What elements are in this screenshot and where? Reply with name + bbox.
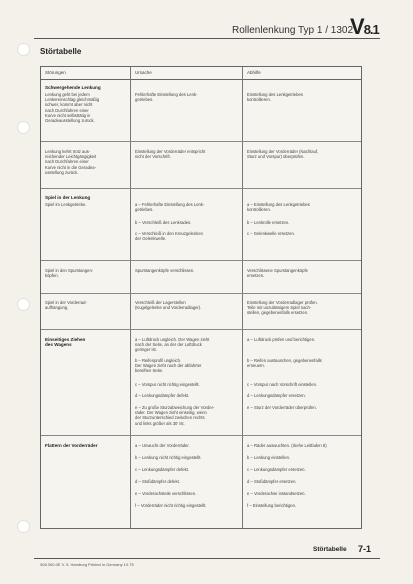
- footer-rule: [34, 558, 380, 559]
- remedy-text: Einstellung der Vorderräder (Nachlauf, Sturz und Vorspur) überprüfen.: [247, 149, 319, 160]
- cause-text: f – Vorderräder nicht richtig eingestellt.: [135, 503, 207, 508]
- remedy-text: Einstellung der Vorderradlager prüfen. Teile mit unzulässigem Spiel nach- stellen, gegebenenfalls ersetzen.: [247, 300, 318, 316]
- table-header: [41, 67, 361, 80]
- remedy-text: a – Räder auswuchten. (Siehe Leitfaden 8): [247, 443, 327, 448]
- col-stoerungen: Störungen: [45, 70, 66, 75]
- cause-text: Spurstangenköpfe verschlissen.: [135, 268, 195, 273]
- cause-text: d – Lenkungsdämpfer defekt.: [135, 393, 190, 398]
- punch-hole: [17, 121, 30, 134]
- cause-text: d – Stoßdämpfer defekt.: [135, 479, 180, 484]
- cause-text: b – Verschleiß des Lenkrades.: [135, 220, 192, 225]
- remedy-text: d – Stoßdämpfer ersetzen.: [247, 479, 297, 484]
- remedy-text: e – Vorderachse instandsetzen.: [247, 491, 306, 496]
- page-number: 7-1: [358, 544, 372, 554]
- remedy-text: a – Luftdruck prüfen und berichtigen.: [247, 337, 316, 342]
- group-title: Einseitiges Ziehen des Wagens: [45, 337, 86, 348]
- section-code: V8.1: [350, 14, 379, 39]
- cause-text: Fehlerhafte Einstellung des Lenk- getriebes.: [135, 92, 198, 103]
- cause-text: Einstellung der Vorderräder entspricht nicht der Vorschrift.: [135, 149, 206, 160]
- remedy-text: c – Vorspur nach Vorschrift einstellen.: [247, 382, 318, 387]
- cause-text: c – Verschleiß in den Kreuzgelenken der Gelenkwelle.: [135, 231, 203, 242]
- punch-hole: [17, 520, 30, 533]
- cause-text: Verschleiß der Lagerstellen (Kugelgelenke und Vorderradlager).: [135, 300, 202, 311]
- group-title: Schwergehende Lenkung: [45, 85, 101, 90]
- header-rule: [34, 38, 380, 39]
- footer-section-name: Störtabelle: [313, 546, 347, 553]
- remedy-text: Einstellung des Lenkgetriebes kontrollieren.: [247, 92, 303, 103]
- column-divider: [130, 67, 131, 528]
- row-divider: [41, 141, 361, 142]
- cause-text: c – Lenkungsdämpfer defekt.: [135, 467, 190, 472]
- cause-text: a – Unwucht der Vorderräder.: [135, 443, 190, 448]
- remedy-text: b – Reifen austauschen, gegebenenfalls erneuern.: [247, 358, 322, 369]
- cause-text: b – Reifenprofil ungleich. Der Wagen zieht nach der abfahrter bereiften Seite.: [135, 358, 202, 374]
- cause-text: b – Lenkung nicht richtig eingestellt.: [135, 455, 202, 460]
- print-note: 308.300.0E V. 5. Hamburg Printed in Germany 10.75: [40, 562, 134, 567]
- col-abhilfe: Abhilfe: [247, 70, 261, 75]
- fault-description: Lenkung geht bei jedem Lenkereinschlag gleichmäßig schwer, kommt aber nicht nach Durchfahren einer Kurve nicht selbsttätig in Geradeausstellung zurück.: [45, 92, 100, 124]
- cause-text: e – Zu große Sturzabweichung der Vorder- räder. Der Wagen zieht einseitig, wenn der Sturzunterschied zwischen rechts und links größer als 30' ist.: [135, 405, 215, 426]
- row-divider: [41, 188, 361, 189]
- fault-description: Spiel in den Spurstangen- köpfen.: [45, 268, 94, 279]
- remedy-text: b – Lenkrolle ersetzen.: [247, 220, 290, 225]
- fault-table: [40, 66, 362, 529]
- column-divider: [242, 67, 243, 528]
- row-divider: [41, 329, 361, 330]
- cause-text: a – Fehlerhafte Einstellung des Lenk- getriebes.: [135, 202, 205, 213]
- col-ursache: Ursache: [135, 70, 152, 75]
- group-title: Flattern der Vorderräder: [45, 443, 98, 448]
- punch-hole: [17, 298, 30, 311]
- fault-description: Lenkung kehrt trotz aus- reichender Leichtgängigkeit nach Durchfahren einer Kurve nicht in die Geradea- usstellung zurück.: [45, 149, 97, 175]
- row-divider: [41, 260, 361, 261]
- remedy-text: f – Einstellung berichtigen.: [247, 503, 297, 508]
- remedy-text: b – Lenkung einstellen.: [247, 455, 291, 460]
- row-divider: [41, 293, 361, 294]
- remedy-text: c – Gelenkwelle ersetzen.: [247, 231, 295, 236]
- group-title: Spiel in der Lenkung: [45, 195, 91, 200]
- fault-description: Spiel in der Vorderrad- aufhängung.: [45, 300, 87, 311]
- section-title: Störtabelle: [40, 47, 82, 56]
- punch-hole: [17, 43, 30, 56]
- cause-text: a – Luftdruck ungleich. Der Wagen zieht nach der Seite, an der der Luftdruck geringer ist.: [135, 337, 210, 353]
- remedy-text: d – Lenkungsdämpfer ersetzen.: [247, 393, 306, 398]
- cause-text: c – Vorspur nicht richtig eingestellt.: [135, 382, 200, 387]
- remedy-text: c – Lenkungsdämpfer ersetzen.: [247, 467, 306, 472]
- row-divider: [41, 435, 361, 436]
- cause-text: e – Vorderachsteile verschlissen.: [135, 491, 197, 496]
- remedy-text: a – Einstellung des Lenkgetriebes kontrollieren.: [247, 202, 310, 213]
- header-title: Rollenlenkung Typ 1 / 1302: [232, 25, 354, 36]
- fault-description: Spiel im Lenkgetriebe.: [45, 202, 87, 207]
- remedy-text: Verschlissene Spurstangenköpfe ersetzen.: [247, 268, 308, 279]
- remedy-text: e – Sturz der Vorderräder überprüfen.: [247, 405, 317, 410]
